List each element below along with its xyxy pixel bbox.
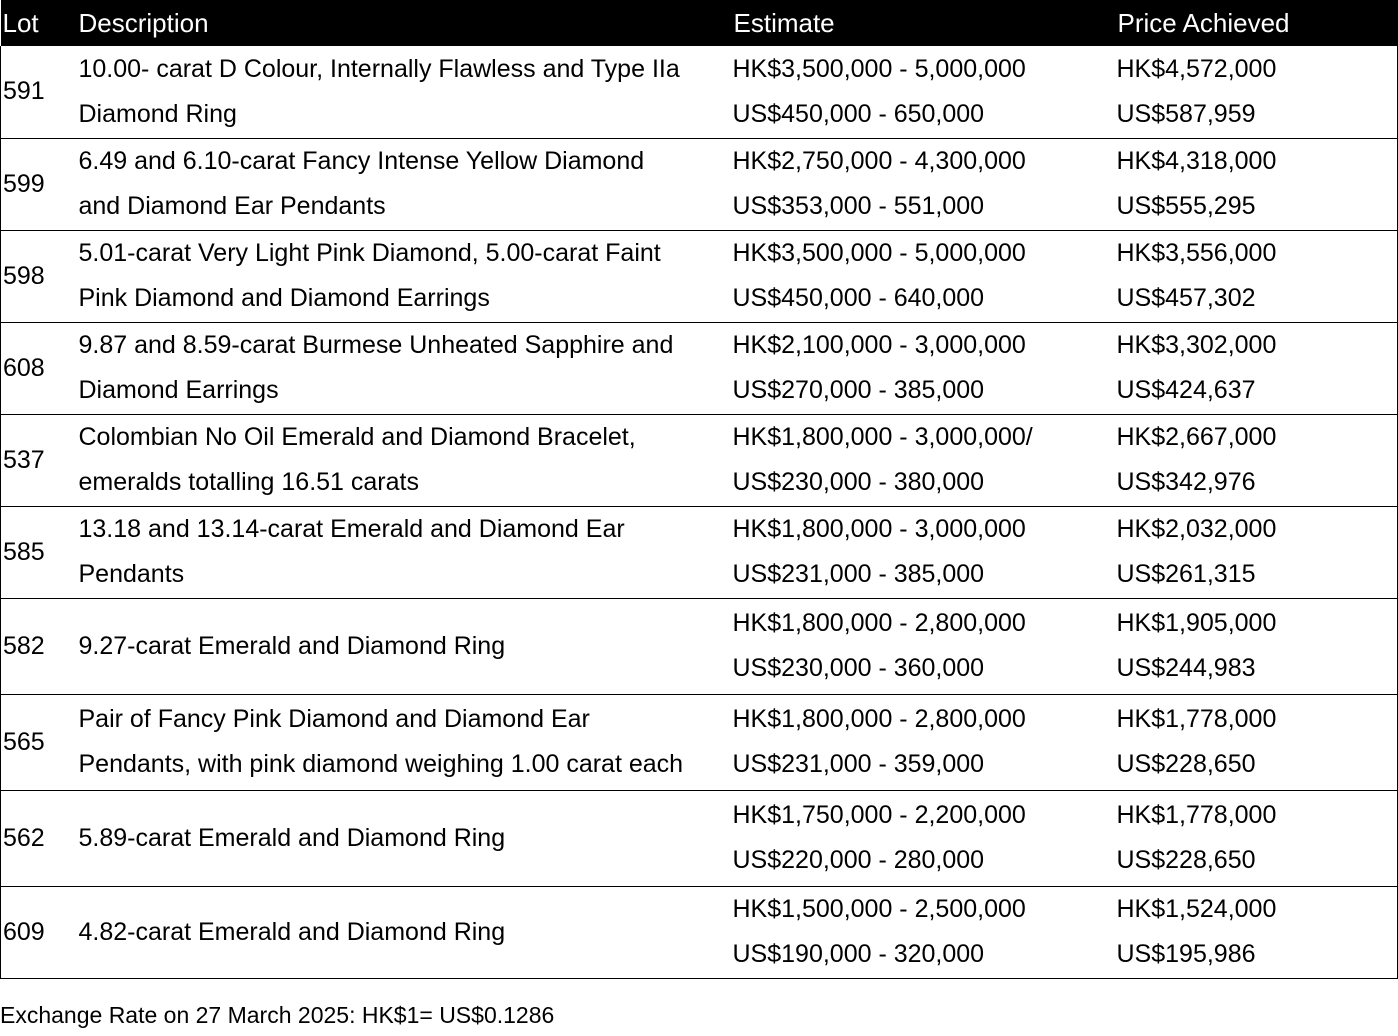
lot-description (77, 694, 732, 790)
table-row (1, 598, 1398, 694)
lot-description (77, 886, 732, 978)
lot-description (77, 138, 732, 230)
lot-number: 582 (1, 598, 77, 694)
estimate-hkd: HK$2,100,000 - 3,000,000 (732, 331, 1026, 359)
lot-number: 609 (1, 886, 77, 978)
table-row (1, 790, 1398, 886)
lot-price-achieved (1116, 46, 1398, 138)
estimate-hkd: HK$3,500,000 - 5,000,000 (732, 239, 1026, 267)
price-usd: US$457,302 (1116, 284, 1256, 312)
price-hkd: HK$1,778,000 (1116, 801, 1277, 829)
lot-price-achieved (1116, 790, 1398, 886)
estimate-usd: US$190,000 - 320,000 (732, 940, 985, 968)
description-line: Pendants, with pink diamond weighing 1.00 carat each (78, 750, 684, 778)
estimate-hkd: HK$1,800,000 - 2,800,000 (732, 705, 1026, 733)
lot-number: 591 (1, 46, 77, 138)
description-line: Diamond Earrings (78, 376, 279, 404)
price-usd: US$244,983 (1116, 654, 1256, 682)
lot-number: 598 (1, 230, 77, 322)
lot-price-achieved (1116, 322, 1398, 414)
header-estimate: Estimate (732, 0, 1116, 46)
price-usd: US$424,637 (1116, 376, 1256, 404)
lot-description (77, 46, 732, 138)
lot-estimate (732, 46, 1116, 138)
price-usd: US$228,650 (1116, 750, 1256, 778)
estimate-usd: US$231,000 - 359,000 (732, 750, 985, 778)
description-line: 13.18 and 13.14-carat Emerald and Diamond Ear (78, 515, 625, 543)
estimate-usd: US$220,000 - 280,000 (732, 846, 985, 874)
price-hkd: HK$1,778,000 (1116, 705, 1277, 733)
lot-price-achieved (1116, 886, 1398, 978)
lot-number: 562 (1, 790, 77, 886)
lot-estimate (732, 230, 1116, 322)
lot-number: 537 (1, 414, 77, 506)
description-line: Colombian No Oil Emerald and Diamond Bracelet, (78, 423, 636, 451)
lot-description (77, 790, 732, 886)
description-line: 6.49 and 6.10-carat Fancy Intense Yellow Diamond (78, 147, 645, 175)
lot-number: 608 (1, 322, 77, 414)
price-hkd: HK$4,572,000 (1116, 54, 1277, 83)
table-row (1, 506, 1398, 598)
price-hkd: HK$2,667,000 (1116, 423, 1277, 451)
description-line: Pair of Fancy Pink Diamond and Diamond Ear (78, 705, 590, 733)
lot-estimate (732, 506, 1116, 598)
lot-estimate (732, 322, 1116, 414)
estimate-hkd: HK$1,750,000 - 2,200,000 (732, 801, 1026, 829)
lot-description (77, 322, 732, 414)
estimate-usd: US$450,000 - 640,000 (732, 284, 985, 312)
table-row (1, 46, 1398, 138)
table-row (1, 230, 1398, 322)
estimate-hkd: HK$1,800,000 - 3,000,000 (732, 515, 1026, 543)
description-line: 5.01-carat Very Light Pink Diamond, 5.00-carat Faint (78, 239, 661, 267)
description-line: 10.00- carat D Colour, Internally Flawless and Type IIa (78, 54, 680, 83)
table-row (1, 138, 1398, 230)
description-line: 5.89-carat Emerald and Diamond Ring (78, 823, 506, 852)
table-row (1, 414, 1398, 506)
lot-number: 599 (1, 138, 77, 230)
lot-price-achieved (1116, 694, 1398, 790)
lot-description (77, 414, 732, 506)
lot-price-achieved (1116, 138, 1398, 230)
estimate-hkd: HK$3,500,000 - 5,000,000 (732, 54, 1026, 83)
table-body (1, 46, 1398, 978)
lot-estimate (732, 598, 1116, 694)
header-lot: Lot (1, 0, 77, 46)
estimate-hkd: HK$2,750,000 - 4,300,000 (732, 147, 1026, 175)
description-line: emeralds totalling 16.51 carats (78, 468, 419, 496)
exchange-rate-note: Exchange Rate on 27 March 2025: HK$1= US$0.1286 (0, 1002, 555, 1028)
lot-estimate (732, 138, 1116, 230)
lot-estimate (732, 790, 1116, 886)
estimate-hkd: HK$1,500,000 - 2,500,000 (732, 895, 1026, 923)
description-line: 9.27-carat Emerald and Diamond Ring (78, 631, 506, 660)
estimate-hkd: HK$1,800,000 - 2,800,000 (732, 609, 1026, 637)
price-hkd: HK$4,318,000 (1116, 147, 1277, 175)
estimate-usd: US$230,000 - 380,000 (732, 468, 985, 496)
lot-estimate (732, 694, 1116, 790)
price-usd: US$555,295 (1116, 192, 1256, 220)
lot-description (77, 230, 732, 322)
lot-price-achieved (1116, 598, 1398, 694)
lot-number: 565 (1, 694, 77, 790)
description-line: 4.82-carat Emerald and Diamond Ring (78, 917, 506, 946)
lot-estimate (732, 414, 1116, 506)
lot-number: 585 (1, 506, 77, 598)
table-row (1, 694, 1398, 790)
lot-estimate (732, 886, 1116, 978)
table-row (1, 322, 1398, 414)
description-line: Diamond Ring (78, 99, 237, 128)
price-usd: US$342,976 (1116, 468, 1256, 496)
lot-description (77, 506, 732, 598)
lot-price-achieved (1116, 230, 1398, 322)
price-hkd: HK$1,524,000 (1116, 895, 1277, 923)
price-usd: US$228,650 (1116, 846, 1256, 874)
table-row (1, 886, 1398, 978)
price-usd: US$261,315 (1116, 560, 1256, 588)
price-hkd: HK$2,032,000 (1116, 515, 1277, 543)
estimate-usd: US$231,000 - 385,000 (732, 560, 985, 588)
description-line: Pink Diamond and Diamond Earrings (78, 284, 490, 312)
header-price-achieved: Price Achieved (1116, 0, 1398, 46)
estimate-usd: US$450,000 - 650,000 (732, 99, 985, 128)
estimate-usd: US$270,000 - 385,000 (732, 376, 985, 404)
price-hkd: HK$1,905,000 (1116, 609, 1277, 637)
description-line: 9.87 and 8.59-carat Burmese Unheated Sapphire and (78, 331, 674, 359)
lot-description (77, 598, 732, 694)
estimate-usd: US$230,000 - 360,000 (732, 654, 985, 682)
lot-price-achieved (1116, 414, 1398, 506)
price-usd: US$195,986 (1116, 940, 1256, 968)
price-hkd: HK$3,556,000 (1116, 239, 1277, 267)
lot-price-achieved (1116, 506, 1398, 598)
price-hkd: HK$3,302,000 (1116, 331, 1277, 359)
price-usd: US$587,959 (1116, 99, 1256, 128)
description-line: Pendants (78, 560, 185, 588)
table-header-row (1, 0, 1398, 46)
description-line: and Diamond Ear Pendants (78, 192, 386, 220)
estimate-hkd: HK$1,800,000 - 3,000,000/ (732, 423, 1033, 451)
header-description: Description (77, 0, 732, 46)
estimate-usd: US$353,000 - 551,000 (732, 192, 985, 220)
